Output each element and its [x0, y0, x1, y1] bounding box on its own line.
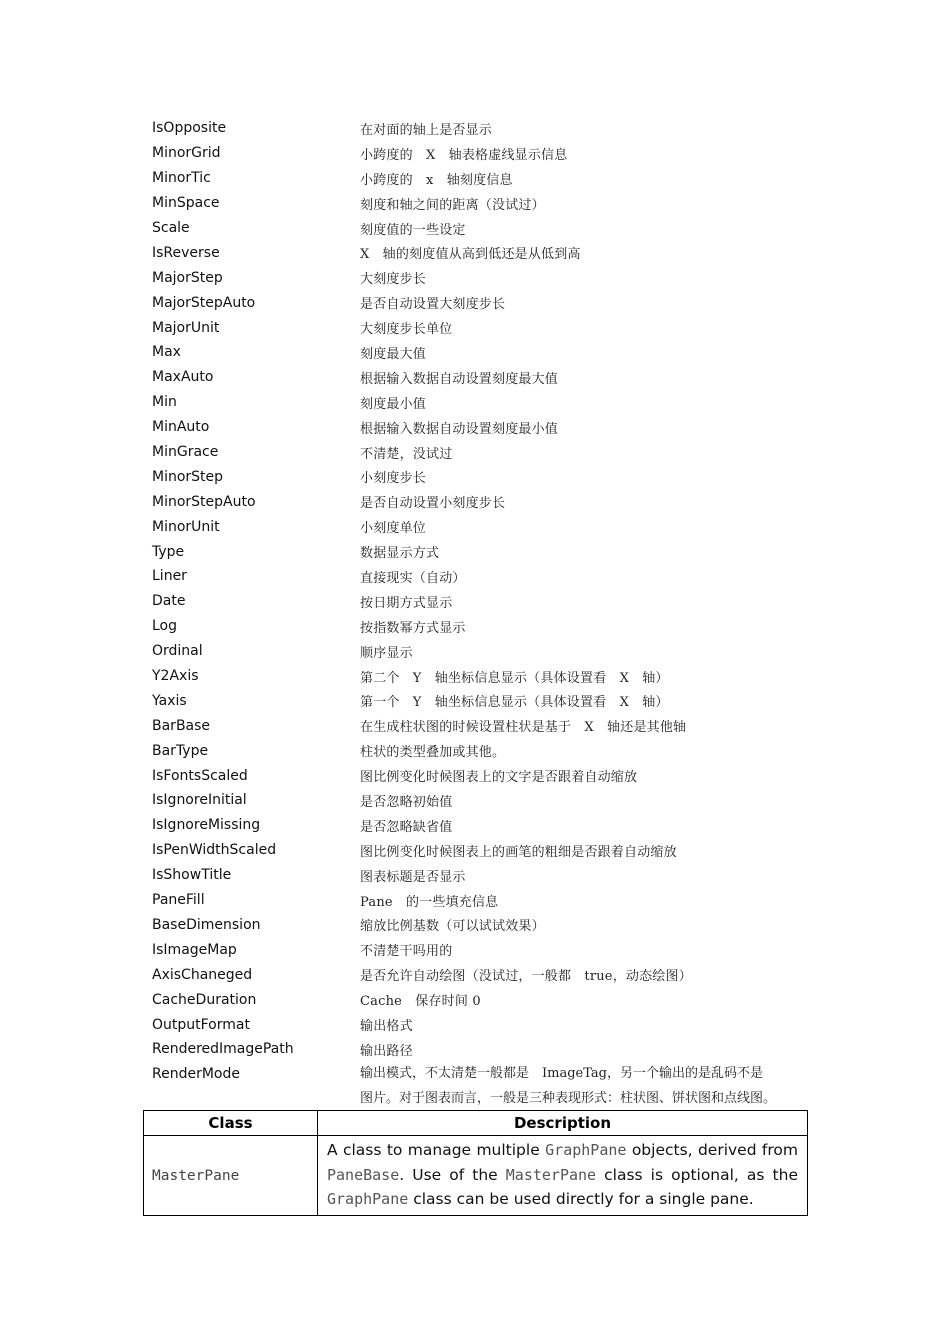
- property-row: [152, 166, 812, 191]
- property-name: IsPenWidthScaled: [152, 842, 277, 859]
- property-description: 刻度最大值: [360, 346, 427, 362]
- property-name: CacheDuration: [152, 991, 257, 1008]
- property-description: 大刻度步长: [360, 272, 427, 288]
- property-row: [152, 713, 812, 738]
- desc-code-masterpane: MasterPane: [505, 1165, 597, 1184]
- property-row: [152, 664, 812, 689]
- property-row: [152, 813, 812, 838]
- property-row: [152, 290, 812, 315]
- property-row: [152, 464, 812, 489]
- property-row: [152, 315, 812, 340]
- property-description: 第二个 Y 轴坐标信息显示（具体设置看 X 轴）: [360, 670, 669, 686]
- property-row: [152, 1012, 812, 1037]
- property-name: Liner: [152, 568, 187, 585]
- property-name: IsIgnoreMissing: [152, 817, 261, 834]
- property-row: [152, 763, 812, 788]
- property-name: Max: [152, 344, 181, 361]
- property-name: BaseDimension: [152, 916, 261, 933]
- property-description: 是否自动设置小刻度步长: [360, 496, 506, 512]
- property-row: [152, 962, 812, 987]
- property-row: [152, 440, 812, 465]
- property-description: 是否忽略初始值: [360, 794, 453, 810]
- property-row: [152, 116, 812, 141]
- property-name: Log: [152, 618, 178, 635]
- table-header-row: [144, 1111, 808, 1136]
- property-row-rendermode: [152, 1062, 812, 1112]
- property-row: [152, 514, 812, 539]
- property-description: 不清楚，没试过: [360, 446, 453, 462]
- property-name: Ordinal: [152, 643, 203, 660]
- property-row: [152, 539, 812, 564]
- property-name: MinorUnit: [152, 518, 220, 535]
- property-row: [152, 340, 812, 365]
- class-name-cell: MasterPane: [144, 1136, 318, 1216]
- property-row: [152, 788, 812, 813]
- property-description: 直接现实（自动）: [360, 570, 466, 586]
- property-description: X 轴的刻度值从高到低还是从低到高: [360, 247, 581, 263]
- property-row: [152, 888, 812, 913]
- property-row: [152, 415, 812, 440]
- property-description: 小刻度单位: [360, 521, 427, 537]
- property-name: MajorStepAuto: [152, 294, 256, 311]
- property-name: Scale: [152, 220, 190, 236]
- property-description: 图比例变化时候图表上的画笔的粗细是否跟着自动缩放: [360, 844, 677, 860]
- property-name: RenderMode: [152, 1065, 240, 1082]
- property-description: 图比例变化时候图表上的文字是否跟着自动缩放: [360, 770, 638, 786]
- property-description: 小跨度的 X 轴表格虚线显示信息: [360, 147, 568, 163]
- property-description: 按日期方式显示: [360, 595, 453, 611]
- property-name: Yaxis: [152, 692, 187, 709]
- property-description: [360, 1062, 776, 1112]
- property-row: [152, 738, 812, 763]
- property-description: 柱状的类型叠加或其他。: [360, 745, 506, 761]
- property-description: Cache 保存时间 0: [360, 994, 481, 1010]
- property-description: 第一个 Y 轴坐标信息显示（具体设置看 X 轴）: [360, 695, 669, 711]
- property-row: [152, 564, 812, 589]
- property-description: 在生成柱状图的时候设置柱状是基于 X 轴还是其他轴: [360, 720, 687, 736]
- property-row: [152, 141, 812, 166]
- property-name: MinorStepAuto: [152, 493, 256, 510]
- property-row: [152, 365, 812, 390]
- property-description: 图表标题是否显示: [360, 869, 466, 885]
- property-name: Type: [152, 543, 185, 560]
- property-name: MaxAuto: [152, 369, 214, 386]
- property-row: [152, 265, 812, 290]
- property-description: 是否允许自动绘图（没试过，一般都 true，动态绘图）: [360, 969, 692, 985]
- property-description: 在对面的轴上是否显示: [360, 122, 493, 138]
- desc-text-3: . Use of the: [399, 1165, 498, 1184]
- property-row: [152, 688, 812, 713]
- property-name: BarType: [152, 742, 209, 759]
- property-name: BarBase: [152, 717, 211, 734]
- property-name: MinGrace: [152, 444, 219, 461]
- property-name: IsIgnoreInitial: [152, 792, 247, 809]
- property-name: MajorStep: [152, 269, 223, 286]
- property-description: 按指数幂方式显示: [360, 620, 466, 636]
- property-row: [152, 589, 812, 614]
- desc-text-5: class can be used directly for a single pane.: [413, 1190, 754, 1209]
- property-description: 大刻度步长单位: [360, 322, 453, 338]
- property-name: RenderedImagePath: [152, 1041, 294, 1058]
- property-row: [152, 913, 812, 938]
- property-name: Y2Axis: [152, 668, 199, 685]
- property-name: MinorGrid: [152, 145, 221, 162]
- property-name: IsImageMap: [152, 941, 237, 958]
- property-row: [152, 390, 812, 415]
- desc-text-1: A class to manage multiple: [327, 1141, 540, 1159]
- property-description: 输出路径: [360, 1043, 413, 1059]
- property-description: Pane 的一些填充信息: [360, 894, 499, 910]
- property-name: IsOpposite: [152, 120, 227, 137]
- property-row: [152, 863, 812, 888]
- property-row: [152, 987, 812, 1012]
- property-description: 根据输入数据自动设置刻度最大值: [360, 371, 559, 387]
- property-name: IsFontsScaled: [152, 767, 248, 784]
- desc-code-graphpane-2: GraphPane: [327, 1190, 409, 1209]
- property-row: [152, 216, 812, 241]
- property-description: 是否自动设置大刻度步长: [360, 297, 506, 313]
- table-row: [144, 1136, 808, 1216]
- property-description: 刻度值的一些设定: [360, 222, 466, 238]
- class-table: [143, 1110, 808, 1216]
- property-name: OutputFormat: [152, 1016, 250, 1033]
- property-name: Date: [152, 593, 186, 610]
- property-name: IsReverse: [152, 244, 220, 261]
- property-row: [152, 489, 812, 514]
- property-description: 刻度最小值: [360, 396, 427, 412]
- property-list: [152, 116, 812, 1112]
- property-description: 顺序显示: [360, 645, 413, 661]
- desc-text-4: class is optional, as the: [604, 1165, 798, 1184]
- property-name: PaneFill: [152, 892, 205, 909]
- property-description: 小跨度的 x 轴刻度信息: [360, 172, 513, 188]
- property-row: [152, 639, 812, 664]
- property-description: 输出格式: [360, 1019, 413, 1034]
- property-description: 缩放比例基数（可以试试效果）: [360, 919, 545, 935]
- property-name: IsShowTitle: [152, 867, 232, 884]
- property-name: MinAuto: [152, 419, 210, 436]
- property-name: Min: [152, 394, 177, 411]
- property-row: [152, 1037, 812, 1062]
- class-description-cell: [318, 1136, 808, 1216]
- property-name: MinorStep: [152, 468, 224, 485]
- property-row: [152, 937, 812, 962]
- property-name: AxisChaneged: [152, 966, 253, 983]
- description-line: 图片。对于图表而言，一般是三种表现形式：柱状图、饼状图和点线图。: [360, 1090, 777, 1106]
- property-description: 刻度和轴之间的距离（没试过）: [360, 197, 545, 213]
- property-description: 数据显示方式: [360, 546, 440, 562]
- property-name: MajorUnit: [152, 319, 220, 336]
- property-description: 是否忽略缺省值: [360, 819, 453, 835]
- desc-code-graphpane: GraphPane: [545, 1141, 627, 1159]
- property-name: MinorTic: [152, 170, 211, 187]
- description-line: 输出模式，不太清楚一般都是 ImageTag，另一个输出的是乱码不是: [360, 1065, 763, 1081]
- property-row: [152, 240, 812, 265]
- property-description: 小刻度步长: [360, 471, 427, 487]
- property-name: MinSpace: [152, 195, 220, 212]
- property-description: 根据输入数据自动设置刻度最小值: [360, 421, 559, 437]
- header-class: Class: [144, 1111, 318, 1136]
- header-description: Description: [318, 1111, 808, 1136]
- property-row: [152, 191, 812, 216]
- desc-text-2: objects, derived from: [631, 1141, 799, 1159]
- property-description: 不清楚干吗用的: [360, 944, 453, 960]
- desc-code-panebase: PaneBase: [327, 1165, 400, 1184]
- property-row: [152, 614, 812, 639]
- property-row: [152, 838, 812, 863]
